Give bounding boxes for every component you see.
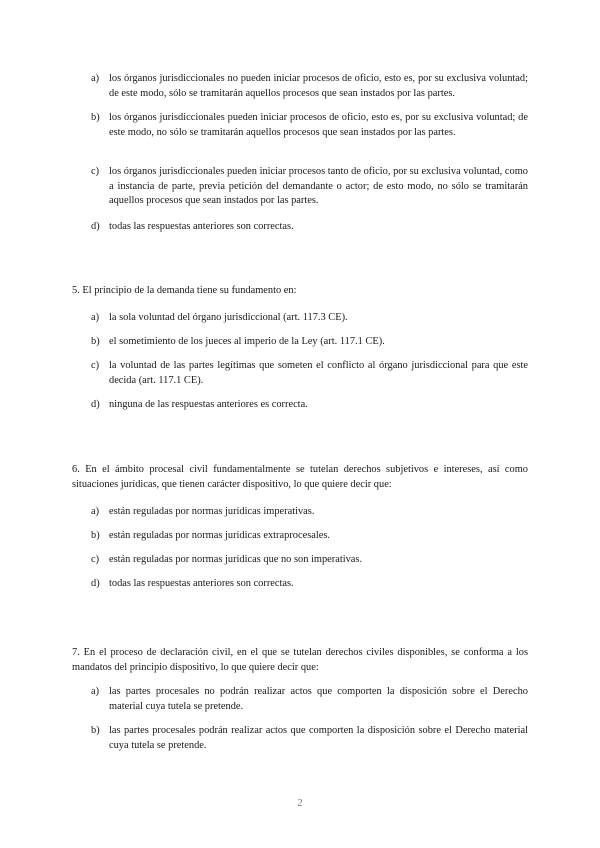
q6-option-b xyxy=(91,529,528,544)
option-letter: c) xyxy=(91,360,100,371)
page-number: 2 xyxy=(297,798,303,809)
q4-option-a xyxy=(91,72,528,101)
option-text: las partes procesales podrán realizar actos que comporten la disposición sobre el Derecho material cuya tutela se pretende. xyxy=(109,725,528,751)
option-letter: a) xyxy=(91,506,100,517)
q5-option-a xyxy=(91,311,528,326)
option-letter: b) xyxy=(91,530,100,541)
option-text: están reguladas por normas jurídicas extraprocesales. xyxy=(109,530,331,541)
option-text: los órganos jurisdiccionales no pueden iniciar procesos de oficio, esto es, por su exclusiva voluntad; de este modo, sólo se tramitarán aquellos procesos que sean instados por las partes. xyxy=(109,73,528,99)
q6-option-a xyxy=(91,505,528,520)
q6-option-d xyxy=(91,577,528,592)
q4-option-d xyxy=(91,220,528,235)
option-letter: d) xyxy=(91,399,100,410)
option-letter: a) xyxy=(91,312,100,323)
q7-option-a xyxy=(91,685,528,714)
q5-option-b xyxy=(91,335,528,350)
option-text: los órganos jurisdiccionales pueden iniciar procesos tanto de oficio, por su exclusiva voluntad, como a instancia de parte, previa petición del demandante o actor; de esto modo, no sólo se tramitarán aquellos procesos que sean instados por las partes. xyxy=(109,166,528,207)
option-letter: b) xyxy=(91,336,100,347)
option-text: están reguladas por normas jurídicas imperativas. xyxy=(109,506,315,517)
q5-option-d xyxy=(91,398,528,413)
q6-question: 6. En el ámbito procesal civil fundamentalmente se tutelan derechos subjetivos e intereses, así como situaciones jurídicas, que tienen carácter dispositivo, lo que quiere decir que: xyxy=(72,464,528,490)
option-text: la voluntad de las partes legítimas que someten el conflicto al órgano jurisdiccional para que este decida (art. 117.1 CE). xyxy=(109,360,528,386)
q5-option-c xyxy=(91,359,528,388)
option-letter: a) xyxy=(91,686,100,697)
option-letter: d) xyxy=(91,221,100,232)
option-letter: d) xyxy=(91,578,100,589)
q5-question: 5. El principio de la demanda tiene su fundamento en: xyxy=(72,285,297,296)
option-letter: c) xyxy=(91,166,100,177)
option-text: la sola voluntad del órgano jurisdiccional (art. 117.3 CE). xyxy=(109,312,348,323)
option-text: las partes procesales no podrán realizar actos que comporten la disposición sobre el Derecho material cuya tutela se pretende. xyxy=(109,686,528,712)
option-letter: b) xyxy=(91,725,100,736)
q6-option-c xyxy=(91,553,528,568)
option-letter: c) xyxy=(91,554,100,565)
option-text: están reguladas por normas jurídicas que no son imperativas. xyxy=(109,554,363,565)
q7-question: 7. En el proceso de declaración civil, en el que se tutelan derechos civiles disponibles, se conforma a los mandatos del principio dispositivo, lo que quiere decir que: xyxy=(72,647,528,673)
option-text: todas las respuestas anteriores son correctas. xyxy=(109,578,294,589)
q4-option-c xyxy=(91,165,528,209)
q4-option-b xyxy=(91,111,528,140)
option-text: ninguna de las respuestas anteriores es correcta. xyxy=(109,399,308,410)
option-text: los órganos jurisdiccionales pueden iniciar procesos de oficio, esto es, por su exclusiva voluntad; de este modo, no sólo se tramitarán aquellos procesos que sean instados por las partes. xyxy=(109,112,528,138)
option-text: todas las respuestas anteriores son correctas. xyxy=(109,221,294,232)
option-letter: b) xyxy=(91,112,100,123)
option-text: el sometimiento de los jueces al imperio de la Ley (art. 117.1 CE). xyxy=(109,336,385,347)
q7-option-b xyxy=(91,724,528,753)
option-letter: a) xyxy=(91,73,100,84)
